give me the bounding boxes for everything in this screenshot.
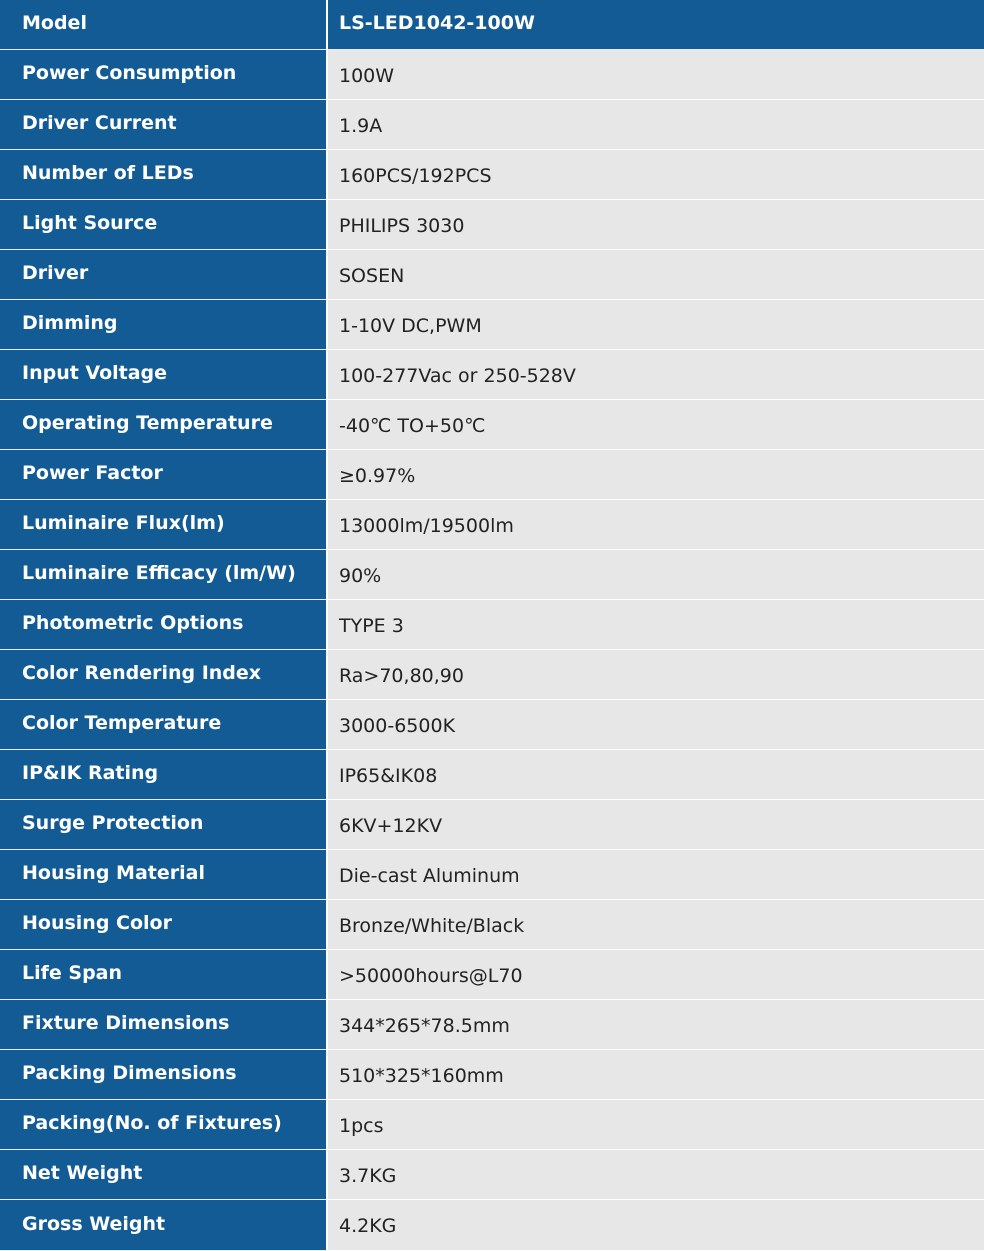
spec-value: Bronze/White/Black [328, 900, 984, 950]
table-row [0, 50, 984, 100]
table-row [0, 400, 984, 450]
table-row [0, 1150, 984, 1200]
table-row [0, 150, 984, 200]
spec-label: Power Factor [0, 450, 326, 500]
spec-value: 160PCS/192PCS [328, 150, 984, 200]
spec-label: Housing Material [0, 850, 326, 900]
table-row [0, 1050, 984, 1100]
table-row [0, 450, 984, 500]
table-row [0, 900, 984, 950]
spec-label: Driver Current [0, 100, 326, 150]
spec-value: 344*265*78.5mm [328, 1000, 984, 1050]
spec-value: >50000hours@L70 [328, 950, 984, 1000]
spec-value: SOSEN [328, 250, 984, 300]
spec-label: Driver [0, 250, 326, 300]
spec-value: 100W [328, 50, 984, 100]
spec-label: Number of LEDs [0, 150, 326, 200]
spec-value: 1.9A [328, 100, 984, 150]
table-row [0, 1200, 984, 1251]
header-value: LS-LED1042-100W [328, 0, 984, 50]
spec-label: Operating Temperature [0, 400, 326, 450]
spec-value: Ra>70,80,90 [328, 650, 984, 700]
spec-label: Luminaire Flux(lm) [0, 500, 326, 550]
table-row [0, 500, 984, 550]
spec-label: Housing Color [0, 900, 326, 950]
table-row [0, 650, 984, 700]
table-header-row [0, 0, 984, 50]
table-row [0, 800, 984, 850]
spec-label: Fixture Dimensions [0, 1000, 326, 1050]
spec-label: Packing(No. of Fixtures) [0, 1100, 326, 1150]
spec-value: 3000-6500K [328, 700, 984, 750]
spec-label: Luminaire Efficacy (lm/W) [0, 550, 326, 600]
spec-label: IP&IK Rating [0, 750, 326, 800]
spec-label: Color Rendering Index [0, 650, 326, 700]
spec-value: TYPE 3 [328, 600, 984, 650]
table-row [0, 300, 984, 350]
spec-value: Die-cast Aluminum [328, 850, 984, 900]
spec-value: ≥0.97% [328, 450, 984, 500]
table-row [0, 550, 984, 600]
table-row [0, 1100, 984, 1150]
spec-value: IP65&IK08 [328, 750, 984, 800]
spec-value: PHILIPS 3030 [328, 200, 984, 250]
spec-value: 100-277Vac or 250-528V [328, 350, 984, 400]
header-label: Model [0, 0, 326, 50]
spec-value: 3.7KG [328, 1150, 984, 1200]
spec-label: Input Voltage [0, 350, 326, 400]
table-row [0, 250, 984, 300]
spec-value: 1-10V DC,PWM [328, 300, 984, 350]
spec-value: -40℃ TO+50℃ [328, 400, 984, 450]
spec-label: Gross Weight [0, 1200, 326, 1251]
table-row [0, 600, 984, 650]
spec-label: Color Temperature [0, 700, 326, 750]
spec-label: Surge Protection [0, 800, 326, 850]
spec-value: 13000lm/19500lm [328, 500, 984, 550]
spec-label: Life Span [0, 950, 326, 1000]
table-row [0, 950, 984, 1000]
spec-label: Power Consumption [0, 50, 326, 100]
table-row [0, 1000, 984, 1050]
spec-label: Packing Dimensions [0, 1050, 326, 1100]
spec-label: Net Weight [0, 1150, 326, 1200]
table-row [0, 200, 984, 250]
spec-value: 1pcs [328, 1100, 984, 1150]
spec-label: Light Source [0, 200, 326, 250]
spec-value: 510*325*160mm [328, 1050, 984, 1100]
spec-value: 4.2KG [328, 1200, 984, 1251]
table-row [0, 350, 984, 400]
spec-value: 6KV+12KV [328, 800, 984, 850]
spec-value: 90% [328, 550, 984, 600]
spec-label: Dimming [0, 300, 326, 350]
table-row [0, 750, 984, 800]
table-row [0, 700, 984, 750]
table-row [0, 850, 984, 900]
spec-label: Photometric Options [0, 600, 326, 650]
table-row [0, 100, 984, 150]
